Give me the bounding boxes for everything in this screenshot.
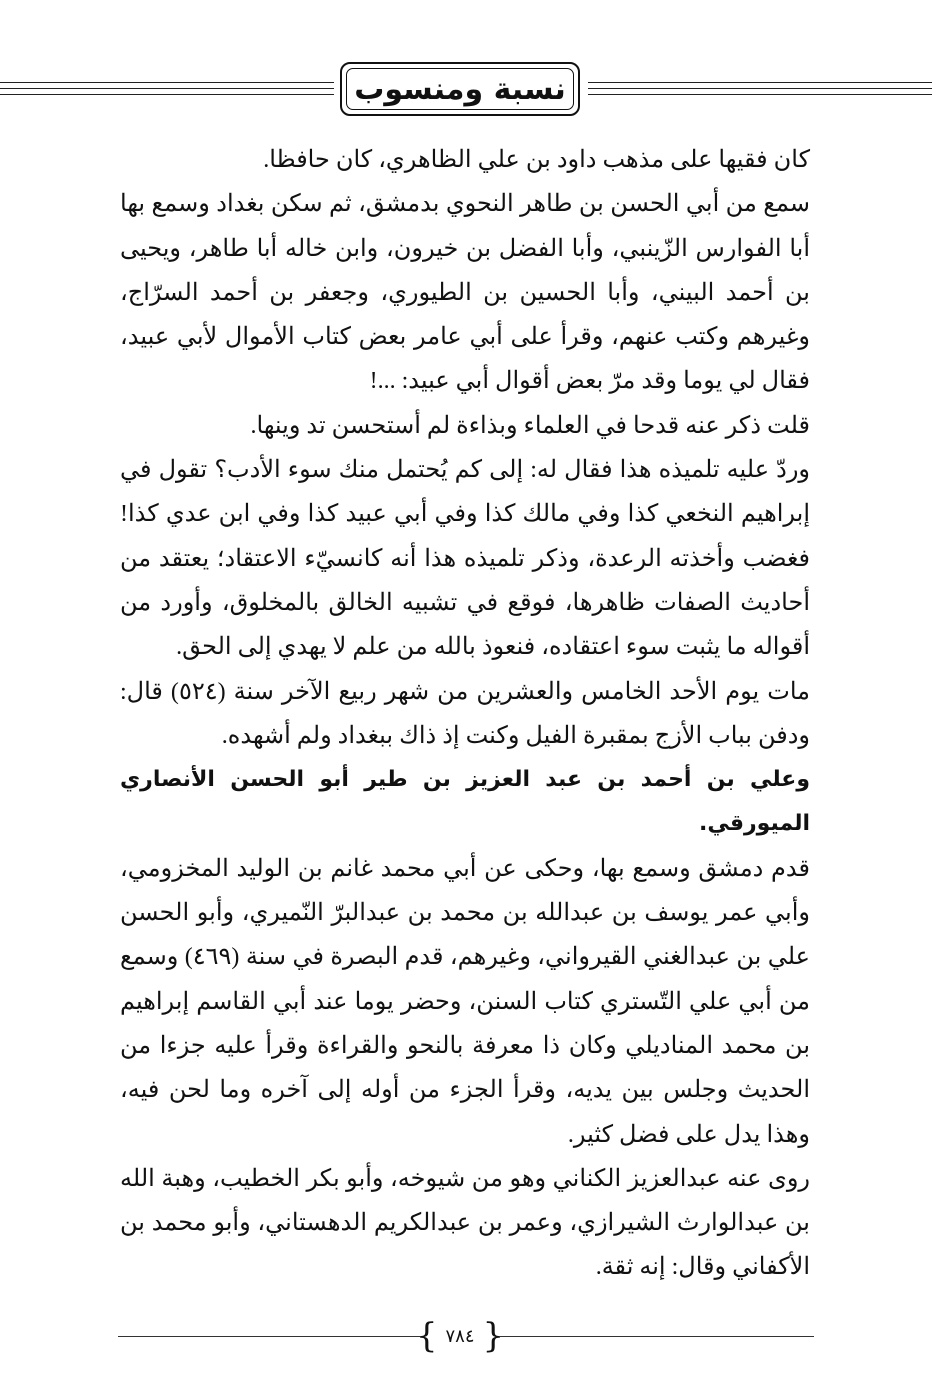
brace-open: { xyxy=(415,1316,438,1356)
paragraph: مات يوم الأحد الخامس والعشرين من شهر ربيع الآخر سنة (٥٢٤) قال: ودفن بباب الأزج بمقبرة الفيل وكنت إذ ذاك ببغداد ولم أشهده. xyxy=(120,678,810,749)
page-footer xyxy=(0,1318,932,1358)
paragraph: قدم دمشق وسمع بها، وحكى عن أبي محمد غانم بن الوليد المخزومي، وأبي عمر يوسف بن عبدالله بن محمد بن عبدالبرّ النّميري، وأبو الحسن علي بن عبدالغني القيرواني، وغيرهم، قدم البصرة في سنة (٤٦٩) وسمع من أبي علي التّستري كتاب السنن، وحضر يوما عند أبي القاسم إبراهيم بن محمد المناديلي وكان ذا معرفة بالنحو والقراءة وقرأ عليه جزءا من الحديث وجلس بين يديه، وقرأ الجزء من أوله إلى آخره وما لحن فيه، وهذا يدل على فضل كثير. xyxy=(120,855,810,1148)
paragraph: وردّ عليه تلميذه هذا فقال له: إلى كم يُحتمل منك سوء الأدب؟ تقول في إبراهيم النخعي كذا وفي مالك كذا وفي أبي عبيد كذا وفي ابن عدي كذا! فغضب وأخذته الرعدة، وذكر تلميذه هذا أنه كانسيّء الاعتقاد؛ يعتقد من أحاديث الصفات ظاهرها، فوقع في تشبيه الخالق بالمخلوق، وأورد من أقواله ما يثبت سوء اعتقاده، فنعوذ بالله من علم لا يهدي إلى الحق. xyxy=(120,457,810,661)
entry-heading: وعلي بن أحمد بن عبد العزيز بن طير أبو الحسن الأنصاري الميورقي. xyxy=(120,767,810,837)
page-number: ٧٨٤ xyxy=(445,1325,475,1347)
page-header xyxy=(0,62,932,124)
header-rule xyxy=(0,82,334,83)
brace-close: } xyxy=(482,1316,505,1356)
header-rule xyxy=(0,94,334,95)
page-number-box xyxy=(415,1316,505,1356)
page-body xyxy=(120,138,810,1290)
header-rule xyxy=(588,94,932,95)
paragraph: قلت ذكر عنه قدحا في العلماء وبذاءة لم أستحسن تد وينها. xyxy=(250,412,810,439)
footer-rule xyxy=(118,1336,420,1337)
paragraph: كان فقيها على مذهب داود بن علي الظاهري، كان حافظا. xyxy=(263,147,810,173)
header-rule xyxy=(588,82,932,83)
paragraph: سمع من أبي الحسن بن طاهر النحوي بدمشق، ثم سكن بغداد وسمع بها أبا الفوارس الزّينبي، وأبا الفضل بن خيرون، وابن خاله أبا طاهر، ويحيى بن أحمد البيني، وأبا الحسين بن الطيوري، وجعفر بن أحمد السرّاج، وغيرهم وكتب عنهم، وقرأ على أبي عامر بعض كتاب الأموال لأبي عبيد، فقال لي يوما وقد مرّ بعض أقوال أبي عبيد: ...! xyxy=(120,191,810,395)
header-rule xyxy=(0,88,334,89)
paragraph: روى عنه عبدالعزيز الكناني وهو من شيوخه، وأبو بكر الخطيب، وهبة الله بن عبدالوارث الشيرازي، وعمر بن عبدالكريم الدهستاني، وأبو محمد بن الأكفاني وقال: إنه ثقة. xyxy=(120,1165,810,1281)
footer-rule xyxy=(500,1336,814,1337)
page-title: نسبة ومنسوب xyxy=(346,68,574,110)
header-rule xyxy=(588,88,932,89)
header-title-frame xyxy=(340,62,580,116)
